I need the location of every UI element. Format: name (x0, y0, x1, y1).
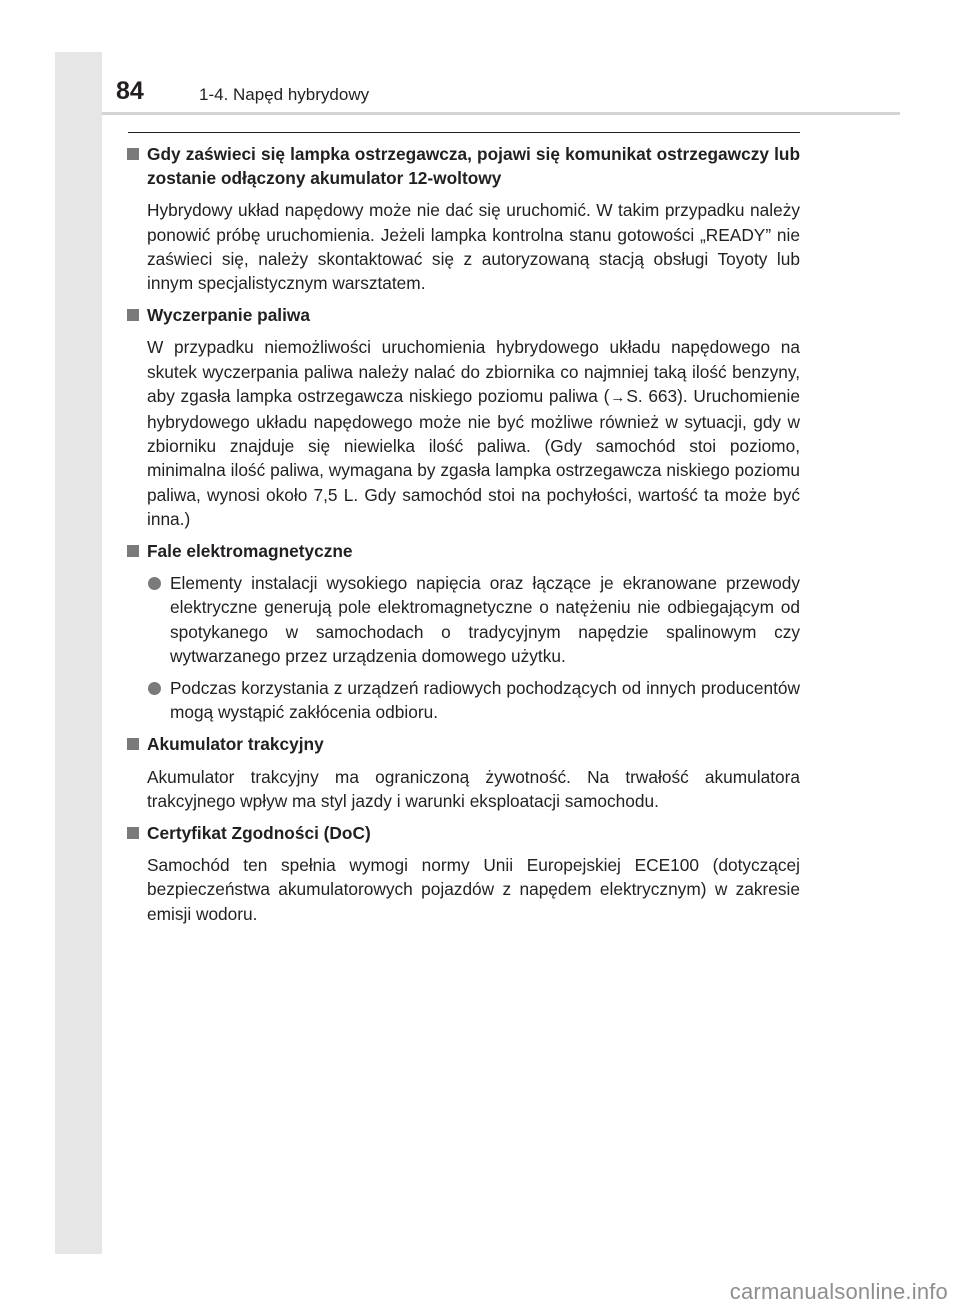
item-heading: Fale elektromagnetyczne (125, 539, 800, 563)
item-heading: Wyczerpanie paliwa (125, 303, 800, 327)
circle-bullet-icon (148, 682, 161, 695)
item-warning-light (125, 142, 800, 295)
arrow-right-icon: → (610, 388, 626, 406)
square-bullet-icon (127, 545, 139, 557)
square-bullet-icon (127, 148, 139, 160)
square-bullet-icon (127, 827, 139, 839)
section-title: 1-4. Napęd hybrydowy (199, 85, 370, 104)
circle-bullet-icon (148, 577, 161, 590)
list-item: Podczas korzystania z urządzeń radiowych pochodzących od innych producentów mogą wystąpić zakłócenia odbioru. (125, 676, 800, 724)
item-fuel-depletion (125, 303, 800, 531)
item-heading: Certyfikat Zgodności (DoC) (125, 821, 800, 845)
item-heading: Gdy zaświeci się lampka ostrzegawcza, pojawi się komunikat ostrzegawczy lub zostanie odłączony akumulator 12-woltowy (125, 142, 800, 190)
item-heading: Akumulator trakcyjny (125, 732, 800, 756)
square-bullet-icon (127, 309, 139, 321)
item-traction-battery (125, 732, 800, 813)
watermark: carmanualsonline.info (729, 1279, 948, 1304)
list-item: Elementy instalacji wysokiego napięcia oraz łączące je ekranowane przewody elektryczne generują pole elektromagnetyczne o natężeniu nie odbiegającym od spotykanego w samochodach o tradycyjnym napędzie spalinowym czy wytwarzanego przez urządzenia domowego użytku. (125, 571, 800, 668)
item-paragraph: W przypadku niemożliwości uruchomienia hybrydowego układu napędowego na skutek wyczerpania paliwa należy nalać do zbiornika co najmniej taką ilość benzyny, aby zgasła lampka ostrzegawcza niskiego poziomu paliwa (→S. 663). Uruchomienie hybrydowego układu napędowego może nie być możliwe również w sytuacji, gdy w zbiorniku znajduje się niewielka ilość paliwa. (Gdy samochód stoi poziomo, minimalna ilość paliwa, wymagana by zgasła lampka ostrzegawcza niskiego poziomu paliwa, wynosi około 7,5 L. Gdy samochód stoi na pochyłości, wartość ta może być inna.) (147, 337, 800, 529)
item-declaration-of-conformity (125, 821, 800, 926)
content-rule (128, 132, 800, 133)
item-electromagnetic-waves (125, 539, 800, 724)
item-paragraph: Samochód ten spełnia wymogi normy Unii Europejskiej ECE100 (dotyczącej bezpieczeństwa akumulatorowych pojazdów z napędem elektrycznym) w zakresie emisji wodoru. (147, 855, 800, 924)
header-divider (102, 112, 900, 115)
side-margin-strip (55, 52, 102, 1254)
page-number: 84 (116, 77, 144, 105)
item-paragraph: Akumulator trakcyjny ma ograniczoną żywotność. Na trwałość akumulatora trakcyjnego wpływ ma styl jazdy i warunki eksploatacji samochodu. (147, 766, 800, 811)
item-paragraph: Hybrydowy układ napędowy może nie dać się uruchomić. W takim przypadku należy ponowić próbę uruchomienia. Jeżeli lampka kontrolna stanu gotowości „READY” nie zaświeci się, należy skontaktować się z autoryzowaną stacją obsługi Toyoty lub innym specjalistycznym warsztatem. (147, 200, 800, 294)
square-bullet-icon (127, 738, 139, 750)
page-content (125, 142, 800, 934)
